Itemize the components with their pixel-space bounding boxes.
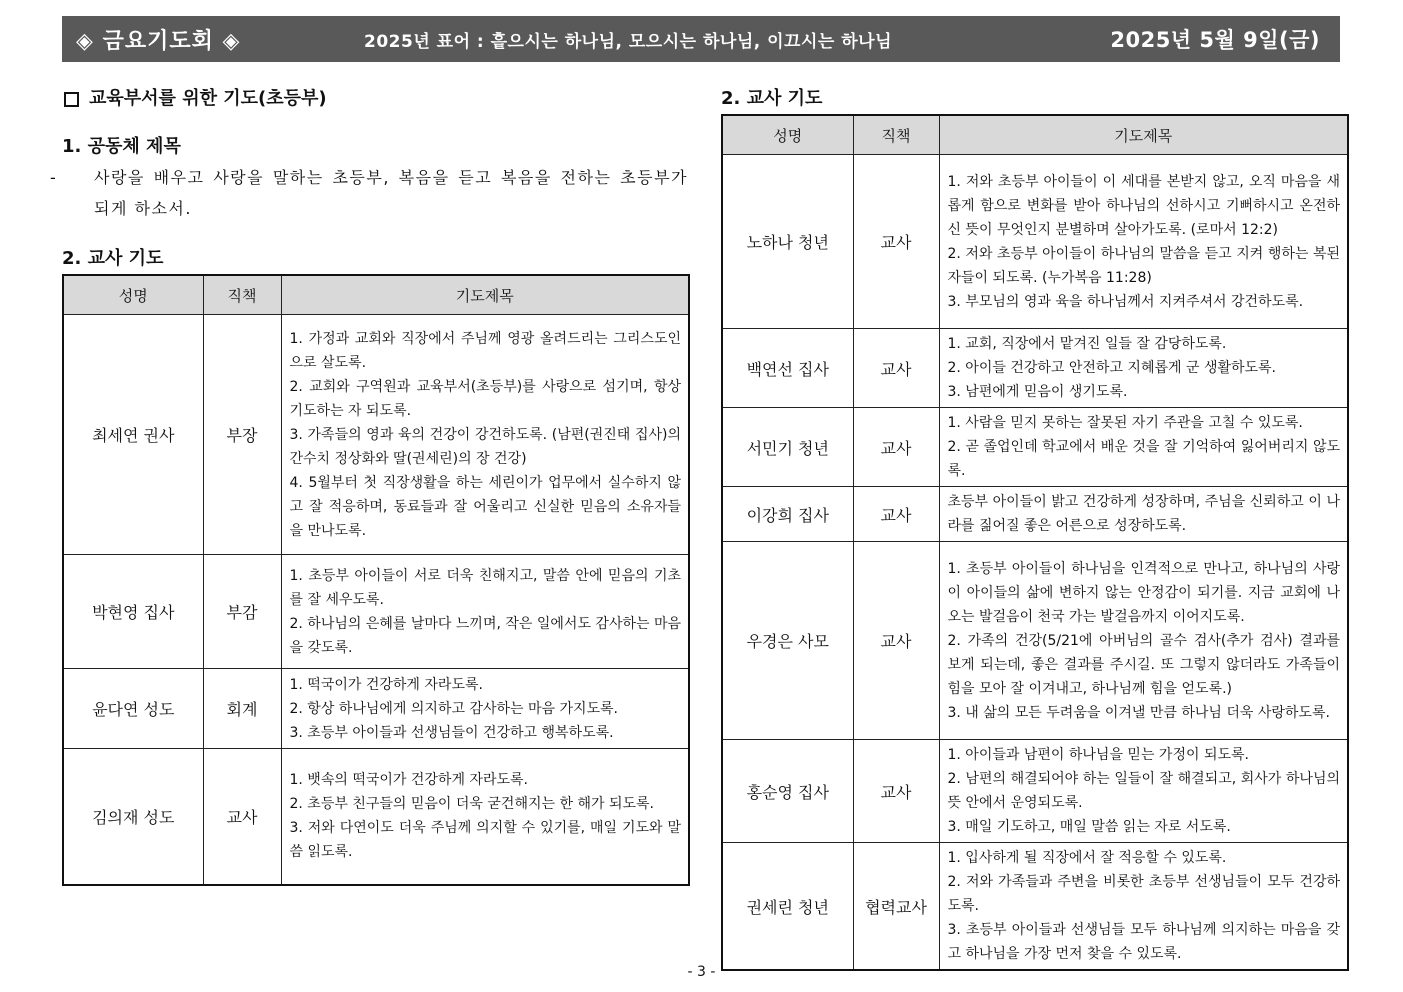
teacher-name: 권세린 청년	[722, 843, 853, 971]
column-header-name: 성명	[63, 275, 203, 315]
teacher-role: 회계	[203, 669, 281, 749]
column-header-prayer: 기도제목	[939, 115, 1348, 155]
prayer-topics	[939, 740, 1348, 843]
column-header-role: 직책	[853, 115, 939, 155]
prayer-topics	[939, 487, 1348, 542]
table-row	[63, 555, 689, 669]
teacher-name: 김의재 성도	[63, 749, 203, 885]
prayer-item: 2. 저와 초등부 아이들이 하나님의 말씀을 듣고 지켜 행하는 복된 자들이 되도록. (누가복음 11:28)	[947, 245, 1340, 286]
community-prayer	[50, 162, 688, 224]
table-row	[63, 749, 689, 885]
column-header-role: 직책	[203, 275, 281, 315]
teacher-role: 교사	[853, 155, 939, 329]
page-number: - 3 -	[687, 964, 716, 980]
teacher-table-left-body	[63, 315, 689, 885]
teacher-name: 서민기 청년	[722, 408, 853, 487]
prayer-item: 2. 아이들 건강하고 안전하고 지혜롭게 군 생활하도록.	[947, 360, 1277, 376]
prayer-topics	[939, 155, 1348, 329]
prayer-topics	[281, 669, 689, 749]
prayer-item: 3. 저와 다연이도 더욱 주님께 의지할 수 있기를, 매일 기도와 말씀 읽도록.	[289, 820, 681, 861]
prayer-item: 1. 뱃속의 떡국이가 건강하게 자라도록.	[289, 772, 528, 789]
community-prayer-text: 사랑을 배우고 사랑을 말하는 초등부, 복음을 듣고 복음을 전하는 초등부가 되게 하소서.	[94, 168, 688, 218]
table-row	[722, 487, 1348, 542]
teacher-section-title-left: 2. 교사 기도	[62, 248, 164, 269]
prayer-item: 1. 저와 초등부 아이들이 이 세대를 본받지 않고, 오직 마음을 새롭게 함으로 변화를 받아 하나님의 선하시고 기뻐하시고 온전하신 뜻이 무엇인지 분별하며 살아가도록. (로마서 12:2)	[947, 173, 1340, 238]
prayer-item: 1. 아이들과 남편이 하나님을 믿는 가정이 되도록.	[947, 747, 1249, 763]
page-header	[62, 16, 1340, 62]
prayer-item: 2. 하나님의 은혜를 날마다 느끼며, 작은 일에서도 감사하는 마음을 갖도록.	[289, 615, 682, 656]
teacher-name: 우경은 사모	[722, 542, 853, 740]
teacher-name: 홍순영 집사	[722, 740, 853, 843]
prayer-item: 2. 남편의 해결되어야 하는 일들이 잘 해결되고, 회사가 하나님의 뜻 안에서 운영되도록.	[947, 771, 1340, 811]
department-title	[62, 84, 688, 114]
prayer-item: 1. 사람을 믿지 못하는 잘못된 자기 주관을 고칠 수 있도록.	[947, 415, 1303, 431]
prayer-item: 2. 항상 하나님에게 의지하고 감사하는 마음 가지도록.	[289, 700, 619, 717]
table-row	[722, 740, 1348, 843]
prayer-item: 1. 초등부 아이들이 서로 더욱 친해지고, 말씀 안에 믿음의 기초를 잘 세우도록.	[289, 567, 681, 608]
teacher-role: 교사	[853, 740, 939, 843]
table-row	[722, 843, 1348, 971]
table-row	[722, 542, 1348, 740]
table-row	[722, 408, 1348, 487]
prayer-item: 1. 가정과 교회와 직장에서 주님께 영광 올려드리는 그리스도인으로 살도록.	[289, 330, 681, 371]
teacher-role: 교사	[853, 542, 939, 740]
teacher-role: 교사	[853, 329, 939, 408]
prayer-topics	[281, 555, 689, 669]
prayer-item: 1. 교회, 직장에서 맡겨진 일들 잘 감당하도록.	[947, 336, 1227, 352]
prayer-item: 2. 곧 졸업인데 학교에서 배운 것을 잘 기억하여 잃어버리지 않도록.	[947, 439, 1340, 479]
prayer-item: 1. 입사하게 될 직장에서 잘 적응할 수 있도록.	[947, 850, 1227, 866]
prayer-item: 1. 떡국이가 건강하게 자라도록.	[289, 676, 483, 693]
table-row	[63, 669, 689, 749]
table-row	[722, 329, 1348, 408]
prayer-item: 초등부 아이들이 밝고 건강하게 성장하며, 주님을 신뢰하고 이 나라를 짊어질 좋은 어른으로 성장하도록.	[947, 494, 1340, 534]
teacher-name: 박현영 집사	[63, 555, 203, 669]
checkbox-icon	[64, 92, 79, 107]
teacher-role: 부감	[203, 555, 281, 669]
teacher-name: 백연선 집사	[722, 329, 853, 408]
left-column	[50, 84, 688, 886]
header-date: 2025년 5월 9일(금)	[1110, 28, 1320, 52]
table-row	[722, 155, 1348, 329]
prayer-item: 3. 초등부 아이들과 선생님들이 건강하고 행복하도록.	[289, 724, 614, 741]
teacher-section-title-right: 2. 교사 기도	[721, 88, 823, 109]
community-section-title: 1. 공동체 제목	[62, 136, 181, 157]
prayer-topics	[939, 542, 1348, 740]
prayer-item: 2. 교회와 구역원과 교육부서(초등부)를 사랑으로 섬기며, 항상 기도하는 자 되도록.	[289, 378, 681, 419]
column-header-name: 성명	[722, 115, 853, 155]
teacher-role: 교사	[203, 749, 281, 885]
prayer-topics	[281, 315, 689, 555]
prayer-topics	[939, 329, 1348, 408]
prayer-item: 3. 부모님의 영과 육을 하나님께서 지켜주셔서 강건하도록.	[947, 293, 1304, 310]
prayer-topics	[281, 749, 689, 885]
department-title-text: 교육부서를 위한 기도(초등부)	[89, 88, 327, 109]
teacher-name: 이강희 집사	[722, 487, 853, 542]
prayer-item: 3. 내 삶의 모든 두려움을 이겨낼 만큼 하나님 더욱 사랑하도록.	[947, 704, 1330, 721]
prayer-item: 3. 초등부 아이들과 선생님들 모두 하나님께 의지하는 마음을 갖고 하나님을 가장 먼저 찾을 수 있도록.	[947, 922, 1340, 962]
teacher-table-right-body	[722, 155, 1348, 971]
teacher-role: 부장	[203, 315, 281, 555]
prayer-item: 3. 가족들의 영과 육의 건강이 강건하도록. (남편(권진태 집사)의 간수치 정상화와 딸(권세린)의 장 건강)	[289, 426, 681, 467]
prayer-item: 4. 5월부터 첫 직장생활을 하는 세린이가 업무에서 실수하지 않고 잘 적응하며, 동료들과 잘 어울리고 신실한 믿음의 소유자들을 만나도록.	[289, 474, 681, 539]
right-column	[721, 84, 1347, 971]
prayer-topics	[939, 843, 1348, 971]
teacher-role: 협력교사	[853, 843, 939, 971]
teacher-name: 윤다연 성도	[63, 669, 203, 749]
prayer-item: 2. 저와 가족들과 주변을 비롯한 초등부 선생님들이 모두 건강하도록.	[947, 874, 1340, 914]
teacher-table-left	[62, 274, 690, 886]
prayer-topics	[939, 408, 1348, 487]
prayer-item: 1. 초등부 아이들이 하나님을 인격적으로 만나고, 하나님의 사랑이 아이들의 삶에 변하지 않는 안정감이 되기를. 지금 교회에 나오는 발걸음이 천국 가는 발걸음까지 이어지도록.	[947, 560, 1340, 625]
teacher-name: 최세연 권사	[63, 315, 203, 555]
table-row	[63, 315, 689, 555]
header-motto: 2025년 표어 : 흩으시는 하나님, 모으시는 하나님, 이끄시는 하나님	[364, 31, 893, 52]
teacher-name: 노하나 청년	[722, 155, 853, 329]
prayer-item: 3. 매일 기도하고, 매일 말씀 읽는 자로 서도록.	[947, 819, 1231, 835]
teacher-table-right	[721, 114, 1349, 971]
teacher-role: 교사	[853, 487, 939, 542]
teacher-role: 교사	[853, 408, 939, 487]
header-title: ◈ 금요기도회 ◈	[76, 28, 241, 54]
dash-bullet: -	[50, 168, 58, 187]
prayer-item: 3. 남편에게 믿음이 생기도록.	[947, 384, 1128, 400]
prayer-item: 2. 초등부 친구들의 믿음이 더욱 굳건해지는 한 해가 되도록.	[289, 796, 654, 813]
prayer-item: 2. 가족의 건강(5/21에 아버님의 골수 검사(추가 검사) 결과를 보게 되는데, 좋은 결과를 주시길. 또 그렇지 않더라도 가족들이 힘을 모아 잘 이겨내고, 하나님께 힘을 얻도록.)	[947, 632, 1340, 697]
column-header-prayer: 기도제목	[281, 275, 689, 315]
